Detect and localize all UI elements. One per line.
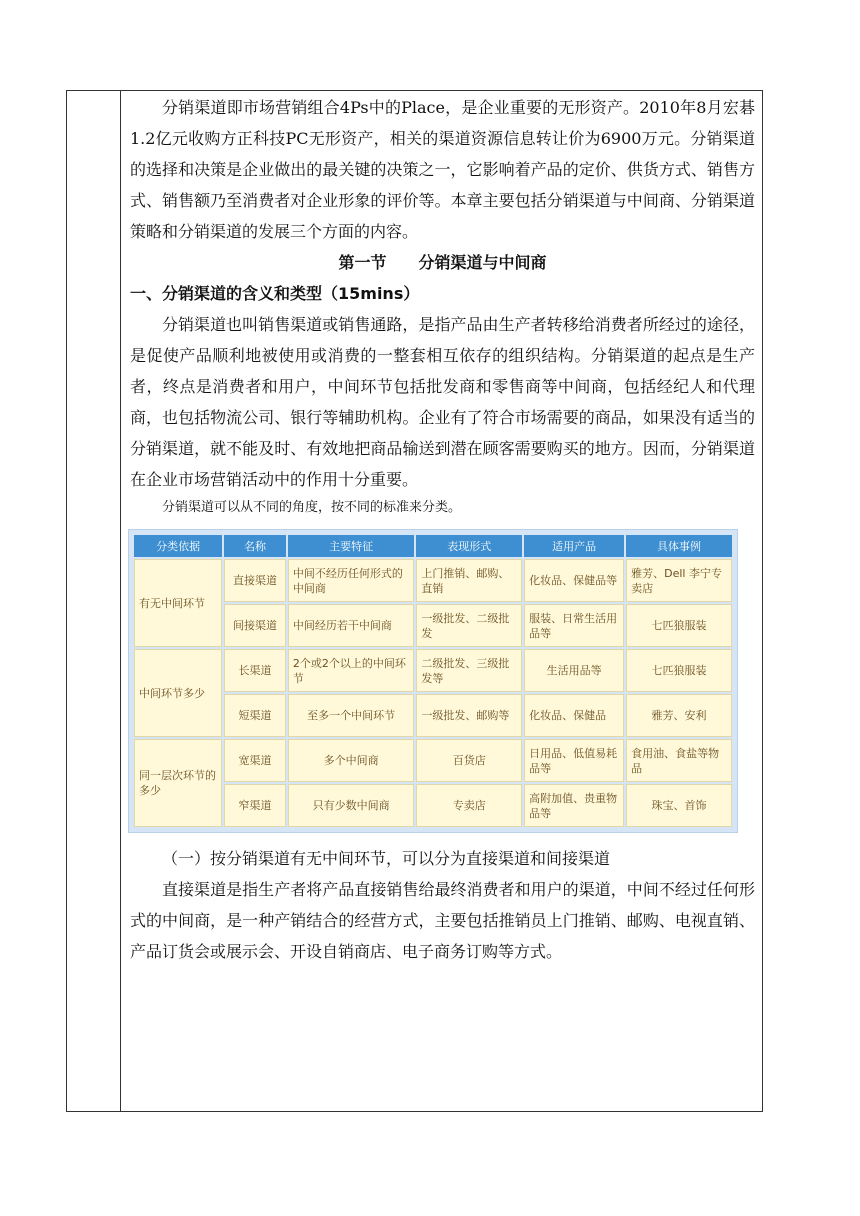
table-cell: 短渠道 (224, 694, 286, 737)
table-header: 适用产品 (524, 535, 624, 557)
definition-paragraph: 分销渠道也叫销售渠道或销售通路，是指产品由生产者转移给消费者所经过的途径，是促使产品顺利地被使用或消费的一整套相互依存的组织结构。分销渠道的起点是生产者，终点是消费者和用户，中间环节包括批发商和零售商等中间商，包括经纪人和代理商，也包括物流公司、银行等辅助机构。企业有了符合市场需要的商品，如果没有适当的分销渠道，就不能及时、有效地把商品输送到潜在顾客需要购买的地方。因而，分销渠道在企业市场营销活动中的作用十分重要。 (130, 315, 755, 489)
intro-paragraph: 分销渠道即市场营销组合4Ps中的Place，是企业重要的无形资产。2010年8月宏碁1.2亿元收购方正科技PC无形资产，相关的渠道资源信息转让价为6900万元。分销渠道的选择和决策是企业做出的最关键的决策之一，它影响着产品的定价、供货方式、销售方式、销售额乃至消费者对企业形象的评价等。本章主要包括分销渠道与中间商、分销渠道策略和分销渠道的发展三个方面的内容。 (130, 98, 755, 241)
table-cell: 七匹狼服装 (626, 649, 732, 692)
table-row (134, 694, 732, 737)
table-header-row (134, 535, 732, 557)
group-cell: 中间环节多少 (134, 649, 222, 737)
table-cell: 日用品、低值易耗品等 (524, 739, 624, 782)
table-cell: 二级批发、三级批发等 (416, 649, 522, 692)
table-cell: 雅芳、Dell 李宁专卖店 (626, 559, 732, 602)
subheading-direct: （一）按分销渠道有无中间环节，可以分为直接渠道和间接渠道 (162, 849, 611, 868)
table-cell: 中间经历若干中间商 (288, 604, 414, 647)
direct-channel-paragraph: 直接渠道是指生产者将产品直接销售给最终消费者和用户的渠道，中间不经过任何形式的中间商，是一种产销结合的经营方式，主要包括推销员上门推销、邮购、电视直销、产品订货会或展示会、开设自销商店、电子商务订购等方式。 (130, 880, 755, 961)
classification-intro: 分销渠道可以从不同的角度，按不同的标准来分类。 (162, 500, 462, 515)
table-cell: 多个中间商 (288, 739, 414, 782)
table-cell: 雅芳、安利 (626, 694, 732, 737)
table-cell: 直接渠道 (224, 559, 286, 602)
column-divider (120, 90, 121, 1112)
classification-table (132, 533, 734, 829)
group-cell: 同一层次环节的多少 (134, 739, 222, 827)
table-cell: 七匹狼服装 (626, 604, 732, 647)
classification-table-image (128, 529, 738, 833)
document-body (130, 92, 755, 967)
table-header: 表现形式 (416, 535, 522, 557)
table-cell: 化妆品、保健品 (524, 694, 624, 737)
table-row (134, 784, 732, 827)
table-cell: 中间不经历任何形式的中间商 (288, 559, 414, 602)
table-cell: 食用油、食盐等物品 (626, 739, 732, 782)
group-cell: 有无中间环节 (134, 559, 222, 647)
section-title: 第一节 分销渠道与中间商 (338, 253, 547, 272)
table-cell: 百货店 (416, 739, 522, 782)
table-header: 主要特征 (288, 535, 414, 557)
table-row (134, 739, 732, 782)
table-cell: 宽渠道 (224, 739, 286, 782)
table-cell: 珠宝、首饰 (626, 784, 732, 827)
table-cell: 高附加值、贵重物品等 (524, 784, 624, 827)
table-row (134, 559, 732, 602)
table-cell: 服装、日常生活用品等 (524, 604, 624, 647)
table-cell: 化妆品、保健品等 (524, 559, 624, 602)
table-header: 具体事例 (626, 535, 732, 557)
table-header: 名称 (224, 535, 286, 557)
table-cell: 生活用品等 (524, 649, 624, 692)
table-cell: 至多一个中间环节 (288, 694, 414, 737)
table-cell: 一级批发、邮购等 (416, 694, 522, 737)
table-header: 分类依据 (134, 535, 222, 557)
table-cell: 长渠道 (224, 649, 286, 692)
table-cell: 一级批发、二级批发 (416, 604, 522, 647)
table-cell: 上门推销、邮购、直销 (416, 559, 522, 602)
table-cell: 只有少数中间商 (288, 784, 414, 827)
table-cell: 专卖店 (416, 784, 522, 827)
table-row (134, 604, 732, 647)
table-row (134, 649, 732, 692)
table-cell: 间接渠道 (224, 604, 286, 647)
table-cell: 窄渠道 (224, 784, 286, 827)
table-cell: 2个或2个以上的中间环节 (288, 649, 414, 692)
heading-1: 一、分销渠道的含义和类型（15mins） (130, 284, 420, 303)
